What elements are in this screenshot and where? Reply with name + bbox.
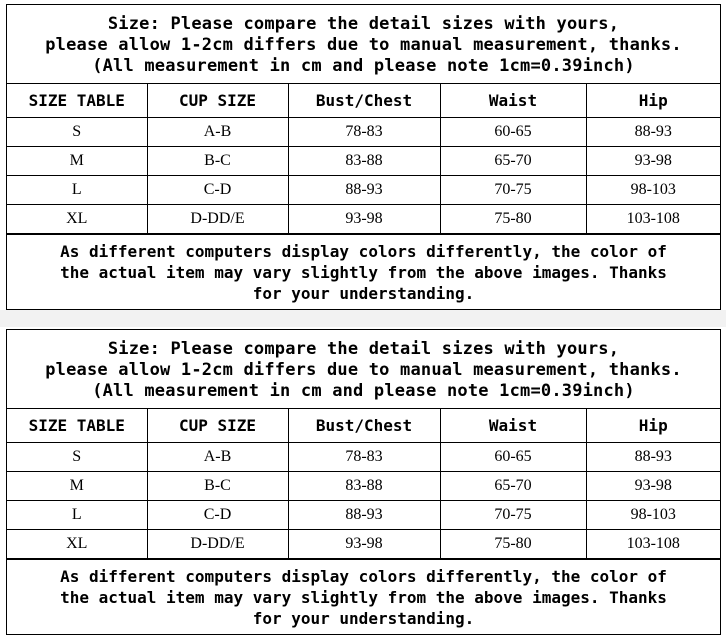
size-table	[7, 409, 720, 559]
table-cell: 103-108	[586, 529, 720, 558]
table-cell: 98-103	[586, 500, 720, 529]
size-note-line-3: (All measurement in cm and please note 1cm=0.39inch)	[92, 56, 635, 76]
table-row	[7, 500, 720, 529]
table-row	[7, 175, 720, 204]
column-header: Waist	[440, 409, 586, 442]
column-header: SIZE TABLE	[7, 409, 147, 442]
table-cell: 93-98	[288, 529, 440, 558]
table-cell: B-C	[147, 146, 288, 175]
color-disclaimer	[7, 559, 720, 629]
table-row	[7, 471, 720, 500]
table-row	[7, 529, 720, 558]
column-header: SIZE TABLE	[7, 84, 147, 117]
table-cell: 93-98	[586, 471, 720, 500]
size-note-line-1: Size: Please compare the detail sizes with yours,	[107, 14, 620, 34]
column-header: Bust/Chest	[288, 409, 440, 442]
size-note-header	[7, 5, 720, 84]
column-header: CUP SIZE	[147, 84, 288, 117]
column-header: Hip	[586, 84, 720, 117]
size-note-line-3: (All measurement in cm and please note 1cm=0.39inch)	[92, 381, 635, 401]
table-cell: 88-93	[586, 117, 720, 146]
table-cell: 83-88	[288, 471, 440, 500]
disclaimer-line-2: the actual item may vary slightly from the above images. Thanks	[60, 262, 667, 282]
table-cell: XL	[7, 204, 147, 233]
size-table	[7, 84, 720, 234]
table-cell: 70-75	[440, 175, 586, 204]
block-separator	[0, 310, 726, 327]
table-cell: A-B	[147, 117, 288, 146]
table-cell: D-DD/E	[147, 529, 288, 558]
table-cell: 78-83	[288, 117, 440, 146]
table-cell: B-C	[147, 471, 288, 500]
table-cell: 70-75	[440, 500, 586, 529]
table-cell: 78-83	[288, 442, 440, 471]
table-cell: A-B	[147, 442, 288, 471]
size-chart-block-1	[6, 4, 721, 310]
table-cell: 93-98	[586, 146, 720, 175]
column-header: CUP SIZE	[147, 409, 288, 442]
column-header: Hip	[586, 409, 720, 442]
column-header: Waist	[440, 84, 586, 117]
size-note-header	[7, 330, 720, 409]
table-cell: S	[7, 442, 147, 471]
disclaimer-line-1: As different computers display colors differently, the color of	[60, 241, 667, 261]
table-cell: S	[7, 117, 147, 146]
table-header-row	[7, 409, 720, 442]
table-cell: 65-70	[440, 471, 586, 500]
size-note-line-2: please allow 1-2cm differs due to manual measurement, thanks.	[45, 35, 682, 55]
table-cell: 103-108	[586, 204, 720, 233]
table-row	[7, 442, 720, 471]
table-row	[7, 204, 720, 233]
size-chart-block-2	[6, 329, 721, 635]
table-cell: M	[7, 471, 147, 500]
disclaimer-line-3: for your understanding.	[252, 283, 475, 303]
table-cell: 83-88	[288, 146, 440, 175]
table-cell: D-DD/E	[147, 204, 288, 233]
table-row	[7, 117, 720, 146]
table-cell: 88-93	[288, 175, 440, 204]
table-cell: 60-65	[440, 442, 586, 471]
column-header: Bust/Chest	[288, 84, 440, 117]
table-header-row	[7, 84, 720, 117]
table-cell: 88-93	[586, 442, 720, 471]
size-note-line-1: Size: Please compare the detail sizes with yours,	[107, 339, 620, 359]
disclaimer-line-3: for your understanding.	[252, 608, 475, 628]
table-cell: 98-103	[586, 175, 720, 204]
table-cell: C-D	[147, 500, 288, 529]
table-cell: L	[7, 500, 147, 529]
table-cell: 88-93	[288, 500, 440, 529]
table-cell: 75-80	[440, 529, 586, 558]
table-row	[7, 146, 720, 175]
table-cell: 93-98	[288, 204, 440, 233]
table-cell: 75-80	[440, 204, 586, 233]
disclaimer-line-1: As different computers display colors differently, the color of	[60, 566, 667, 586]
color-disclaimer	[7, 234, 720, 304]
disclaimer-line-2: the actual item may vary slightly from the above images. Thanks	[60, 587, 667, 607]
table-cell: 65-70	[440, 146, 586, 175]
table-cell: XL	[7, 529, 147, 558]
table-cell: M	[7, 146, 147, 175]
size-note-line-2: please allow 1-2cm differs due to manual measurement, thanks.	[45, 360, 682, 380]
table-cell: C-D	[147, 175, 288, 204]
table-cell: 60-65	[440, 117, 586, 146]
table-cell: L	[7, 175, 147, 204]
